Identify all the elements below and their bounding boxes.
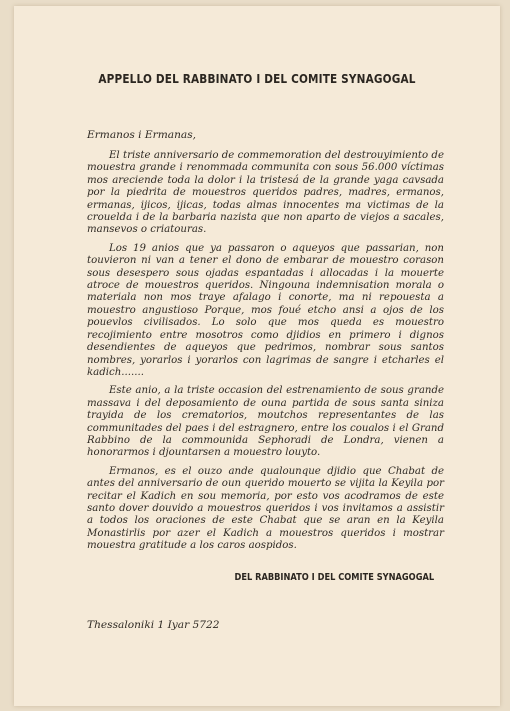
dateline: Thessaloniki 1 Iyar 5722 bbox=[87, 619, 220, 631]
paragraph-2: Los 19 anios que ya passaron o aqueyos que passarian, non touvieron ni van a tener el dono de embarar de mouestro corason sous desespero sous ojadas espantadas i allocadas i la mouerte atroce de mouestros queridos. Ningouna indemnisation morala o materiala non mos traye afalago i conorte, ma ni repouesta a mouestro angustioso Porque, mos foué etcho ansi a ojos de los pouevlos civilisados. Lo solo que mos queda es mouestro recojimiento entre mosotros como djidios en primero i dignos desendientes de aqueyos que pedrimos, nombrar sous santos nombres, yorarlos i yorarlos con lagrimas de sangre i etcharles el kadich....... bbox=[87, 242, 444, 378]
paragraph-3: Este anio, a la triste occasion del estrenamiento de sous grande massava i del deposamiento de ouna partida de sous santa siniza trayida de los crematorios, moutchos representantes de las communitades del paes i del estragnero, entre los coualos i el Grand Rabbino de la commounida Sephoradi de Londra, vienen a honorarmos i djountarsen a mouestro louyto. bbox=[87, 385, 444, 459]
paragraph-1: El triste anniversario de commemoration del destrouyimiento de mouestra grande i renommada communita con sous 56.000 víctimas mos areciende toda la dolor i la tristesá de la grande yaga cavsada por la piedrita de mouestros queridos padres, madres, ermanos, ermanas, ijicos, ijicas, todas almas innocentes ma victimas de la crouelda i de la barbaria nazista que non aparto de viejos a sacales, mansevos o criatouras. bbox=[87, 150, 444, 236]
letter-sheet bbox=[14, 6, 500, 706]
paragraph-4: Ermanos, es el ouzo ande qualounque djidio que Chabat de antes del anniversario de oun querido mouerto se vijita la Keyila por recitar el Kadich en sou memoria, por esto vos acodramos de este santo dover douvido a mouestros queridos i vos invitamos a assistir a todos los oraciones de este Chabat que se aran en la Keyila Monastirlis por azer el Kadich a mouestros queridos i mostrar mouestra gratitude a los caros aospidos. bbox=[87, 465, 444, 552]
greeting: Ermanos i Ermanas, bbox=[87, 129, 197, 141]
letter-body bbox=[87, 150, 444, 559]
signature: DEL RABBINATO I DEL COMITE SYNAGOGAL bbox=[234, 572, 434, 583]
document-title: APPELLO DEL RABBINATO I DEL COMITE SYNAGOGAL bbox=[98, 72, 416, 86]
